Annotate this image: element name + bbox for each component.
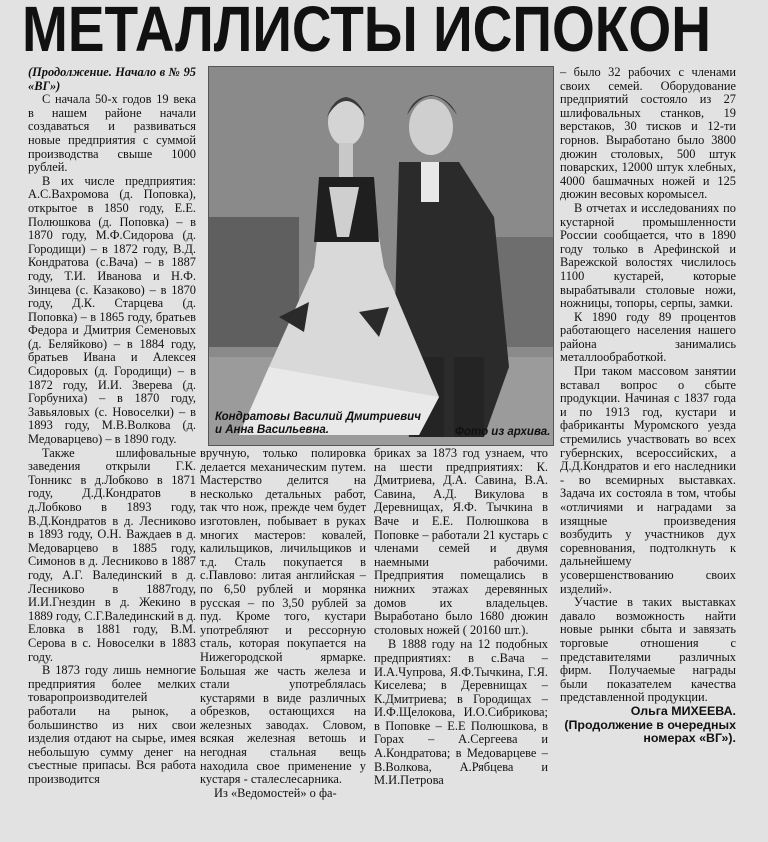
caption-line: и Анна Васильевна. [215, 424, 329, 436]
column-3 [374, 447, 548, 788]
paragraph: С начала 50-х годов 19 века в нашем районе начали создаваться и развиваться новые предприятия с суммой производства свыше 1000 рублей. [28, 92, 196, 175]
continuation-note: (Продолжение. Начало в № 95 «ВГ») [28, 65, 196, 93]
paragraph: В их числе предприятия: А.С.Вахромова (д. Поповка), открытое в 1850 году, Е.Е. Полюшкова (д. Поповка) – в 1870 году, М.Ф.Сидорова (д. Городищи) – в 1872 году, В.Д. Кондратова (с.Вача) – в 1887 году, Т.И. Иванова и Н.Ф. Зинцева (с. Казаково) – в 1870 году, Д.К. Старцева (д. Поповка) – в 1865 году, братьев Федора и Дмитрия Семеновых (д. Беляйково) – в 1884 году, братьев Ивана и Алексея Сидоровых (д. Городищи) – в 1872 году, И.И. Зверева (д. Горбуниха) – в 1870 году, Завьяловых (с. Новоселки) – в 1893 году, М.В.Волкова (д. Медоварцево) – в 1890 году. [28, 173, 196, 447]
paragraph: – было 32 рабочих с членами своих семей. Оборудование предприятий состояло из 27 шлифовальных станков, 19 верстаков, 30 тисков и 12-ти горнов. Выработано было 3800 дюжин столовых, 500 штук поварских, 12000 штук хлебных, 4000 башмачных ножей и 125 дюжин весовых коромысел. [560, 65, 736, 202]
paragraph: К 1890 году 89 процентов работающего населения нашего района занимались металлообработкой. [560, 309, 736, 365]
column-4 [560, 66, 736, 746]
photo-caption [215, 411, 551, 438]
paragraph: Также шлифовальные заведения открыли Г.К. Тонникс в д.Лобково в 1871 году, Д.Д.Кондратов в д.Лобково в 1893 году, В.Д.Кондратов в д. Лесниково в 1893 году, О.Н. Важдаев в д. Медоварцево в 1885 году, Симонов в д. Лесниково в 1887 году, А.Г. Валединский в д. Лесниково в 1887году, И.И.Гнездин в д. Жекино в 1889 году, С.Г.Валединский в д. Еловка в 1881 году, В.М. Серова в с. Новоселки в 1883 году. [28, 445, 196, 664]
paragraph: В отчетах и исследованиях по кустарной промышленности России сообщается, что в 1890 году только в Арефинской и Варежской волостях числилось 1100 кустарей, которые вырабатывали столовые ножи, ножницы, топоры, серпы, замки. [560, 200, 736, 311]
paragraph: вручную, только полировка делается механическим путем. Мастерство делится на несколько детальных работ, так что нож, прежде чем будет изготовлен, побывает в руках многих мастеров: ковалей, калильщиков, личильщиков и т.д. Сталь покупается в с.Павлово: литая английская – по 6,50 рублей и морянка русская – по 3,50 рублей за пуд. Кроме того, кустари употребляют и рессорную сталь, которая покупается на Нижегородской ярмарке. Большая же часть железа и стали употреблялась кустарями в виде различных обрезков, остающихся на железных заводах. Словом, всякая железная ветошь и негодная стальная вещь находила свое применение у кустаря - сталеслесарника. [200, 446, 366, 787]
portrait-illustration [209, 67, 553, 445]
photo-credit: Фото из архива. [455, 426, 551, 438]
column-1 [28, 66, 196, 786]
paragraph: В 1888 году на 12 подобных предприятиях: в с.Вача – И.А.Чупрова, Я.Ф.Тычкина, Г.Я. Киселева; в Деревнищах – К.Дмитриева; в Городищах – И.Ф.Щелокова, И.О.Сибрикова; в Поповке – Е.Е Полюшкова, в Горах – А.Сергеева и А.Кондратова; в Медоварцеве – В.Волкова, А.Рябцева и М.И.Петрова [374, 637, 548, 788]
headline: МЕТАЛЛИСТЫ ИСПОКОН [22, 0, 711, 65]
column-2 [200, 447, 366, 800]
author-byline: Ольга МИХЕЕВА. [630, 703, 736, 718]
paragraph: Из «Ведомостей» о фа- [214, 785, 337, 800]
paragraph: В 1873 году лишь немногие предприятия более мелких товаропроизводителей работали на рынок, а большинство из них свои изделия отдают на сырье, имея небольшую сумму денег на съестные припасы. Вся работа производится [28, 663, 196, 786]
paragraph: Участие в таких выставках давало возможность найти новые рынки сбыта и завязать торговые отношения с представителями различных фирм. Получаемые награды были показателем качества представленной продукции. [560, 595, 736, 705]
paragraph: При таком массовом занятии вставал вопрос о сбыте продукции. Начиная с 1837 года и по 1913 год, кустари и фабриканты Муромского уезда стремились участвовать во всех губернских, всероссийских, а Д.Д.Кондратов и его наследники - во всемирных выставках. Задача их состояла в том, чтобы «отличиями и наградами за изящные произведения возбудить у участников дух соревнования, подтолкнуть к дальнейшему усовершенствованию своих изделий». [560, 364, 736, 596]
paragraph: брикax за 1873 год узнаем, что на шести предприятиях: К. Дмитриева, Д.А. Савина, В.А. Савина, А.Д. Викулова в Деревнищах, Я.Ф. Тычкина в Ваче и Е.Е. Полюшкова в Поповке – работали 21 кустарь с членами семей и двумя наемными рабочими. Предприятия помещались в нижних этажах деревянных домов их владельцев. Выработано было 1680 дюжин столовых ножей ( 20160 шт.). [374, 446, 548, 637]
archive-photo [208, 66, 554, 446]
continued-note: (Продолжение в очередных номерах «ВГ»). [564, 717, 736, 746]
caption-line: Кондратовы Василий Дмитриевич [215, 411, 421, 423]
